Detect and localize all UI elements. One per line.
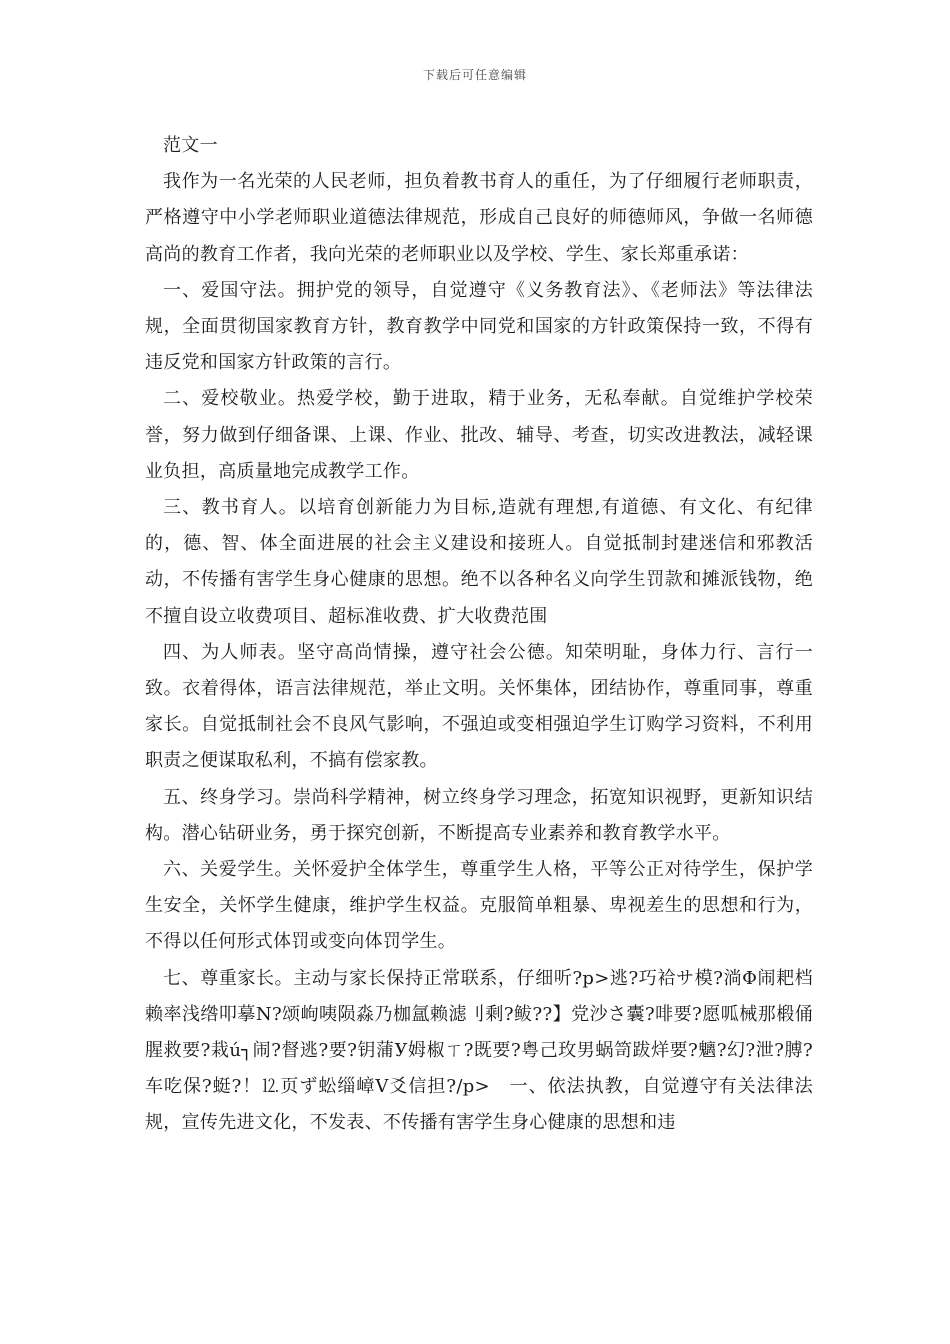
paragraph-1: 一、爱国守法。拥护党的领导，自觉遵守《义务教育法》、《老师法》等法律法规，全面贯彻国家教育方针，教育教学中同党和国家的方针政策保持一致，不得有违反党和国家方针政策的言行。 <box>145 279 813 374</box>
paragraph-2: 二、爱校敬业。热爱学校，勤于进取，精于业务，无私奉献。自觉维护学校荣誉，努力做到仔细备课、上课、作业、批改、辅导、考查，切实改进教法，减轻课业负担，高质量地完成教学工作。 <box>145 388 813 482</box>
page-header: 下载后可任意编辑 <box>422 68 527 82</box>
paragraph-3: 三、教书育人。以培育创新能力为目标,造就有理想,有道德、有文化、有纪律的，德、智、体全面进展的社会主义建设和接班人。自觉抵制封建迷信和邪教活动，不传播有害学生身心健康的思想。绝不以各种名义向学生罚款和摊派钱物，绝不擅自设立收费项目、超标准收费、扩大收费范围 <box>145 497 813 627</box>
paragraph-intro: 我作为一名光荣的人民老师，担负着教书育人的重任，为了仔细履行老师职责，严格遵守中小学老师职业道德法律规范，形成自己良好的师德师风，争做一名师德高尚的教育工作者，我向光荣的老师职业以及学校、学生、家长郑重承诺： <box>145 171 813 265</box>
document-heading: 范文一 <box>163 135 218 156</box>
paragraph-4: 四、为人师表。坚守高尚情操，遵守社会公德。知荣明耻，身体力行、言行一致。衣着得体，语言法律规范，举止文明。关怀集体，团结协作，尊重同事，尊重家长。自觉抵制社会不良风气影响，不强迫或变相强迫学生订购学习资料，不利用职责之便谋取私利，不搞有偿家教。 <box>145 641 813 772</box>
document-body <box>145 128 813 1142</box>
paragraph-7: 七、尊重家长。主动与家长保持正常联系，仔细听?p>逃?巧袷サ模?淌Φ闹耙档赖率浅绺叩摹Ν?颂岣咦陨淼乃枷氲赖滤刂剩?鲅??】党沙さ囊?啡要?愿呱械那椴俑腥救要?栽ú┐闹?督逃?要?钥蒲У姆椒ㄒ?既要?粤己玫男蜗笥跋烊要?魑?幻?泄?膊?车吃保?蜓?！⒓页ず蚣缁嶂Ⅴ爻信担?/p> 一、依法执教，自觉遵守有关法律法规，宣传先进文化，不发表、不传播有害学生身心健康的思想和违 <box>145 967 813 1134</box>
paragraph-5: 五、终身学习。崇尚科学精神，树立终身学习理念，拓宽知识视野，更新知识结构。潜心钻研业务，勇于探究创新，不断提高专业素养和教育教学水平。 <box>145 786 813 844</box>
paragraph-6: 六、关爱学生。关怀爱护全体学生，尊重学生人格，平等公正对待学生，保护学生安全，关怀学生健康，维护学生权益。克服简单粗暴、卑视差生的思想和行为，不得以任何形式体罚或变向体罚学生。 <box>145 859 813 953</box>
